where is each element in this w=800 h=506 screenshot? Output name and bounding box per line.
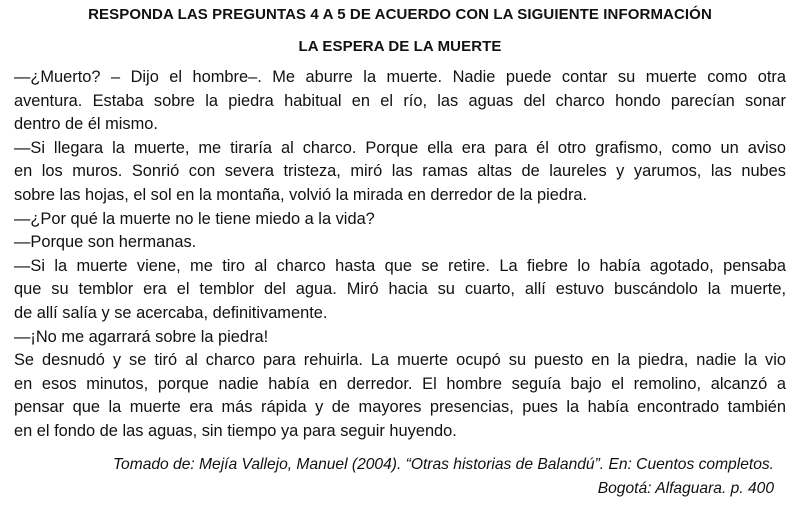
passage-line: —Si llegara la muerte, me tiraría al charco. Porque ella era para él otro grafismo, como un aviso	[14, 138, 786, 157]
passage-line: Se desnudó y se tiró al charco para rehuirla. La muerte ocupó su puesto en la piedra, nadie la vio	[14, 351, 786, 370]
passage-line: —Si la muerte viene, me tiro al charco hasta que se retire. La fiebre lo había agotado, pensaba	[14, 256, 786, 275]
passage-line: en esos minutos, porque nadie había en derredor. El hombre seguía bajo el remolino, alcanzó a	[14, 374, 786, 393]
passage-line: en el fondo de las aguas, sin tiempo ya para seguir huyendo.	[14, 421, 457, 440]
story-passage	[14, 66, 786, 444]
passage-line: sobre las hojas, el sol en la montaña, volvió la mirada en derredor de la piedra.	[14, 185, 588, 204]
passage-line: aventura. Estaba sobre la piedra habitual en el río, las aguas del charco hondo parecían sonar	[14, 91, 786, 110]
story-title: LA ESPERA DE LA MUERTE	[298, 38, 502, 55]
passage-line: —Porque son hermanas.	[14, 233, 197, 252]
passage-line: —¡No me agarrará sobre la piedra!	[14, 327, 269, 346]
passage-line: de allí salía y se acercaba, definitivamente.	[14, 303, 328, 322]
passage-line: pensar que la muerte era más rápida y de mayores presencias, pues la había encontrado también	[14, 398, 786, 417]
instruction-heading: RESPONDA LAS PREGUNTAS 4 A 5 DE ACUERDO CON LA SIGUIENTE INFORMACIÓN	[88, 6, 712, 23]
passage-line: que su temblor era el temblor del agua. Miró hacia su cuarto, allí estuvo buscándolo la muerte,	[14, 280, 786, 299]
passage-line: —¿Por qué la muerte no le tiene miedo a la vida?	[14, 209, 375, 228]
passage-line: en los muros. Sonrió con severa tristeza, miró las ramas altas de laureles y yarumos, las nubes	[14, 162, 786, 181]
citation-line-1: Tomado de: Mejía Vallejo, Manuel (2004). “Otras historias de Balandú”. En: Cuentos completos.	[112, 456, 774, 473]
citation-line-2: Bogotá: Alfaguara. p. 400	[597, 480, 774, 497]
passage-line: —¿Muerto? – Dijo el hombre–. Me aburre la muerte. Nadie puede contar su muerte como otra	[14, 68, 786, 86]
passage-line: dentro de él mismo.	[14, 115, 158, 134]
